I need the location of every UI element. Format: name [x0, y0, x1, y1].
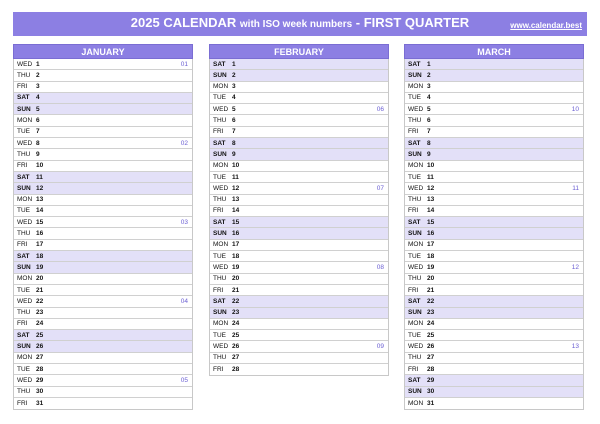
- day-number: 27: [36, 354, 44, 362]
- day-row: [14, 364, 192, 375]
- day-number: 30: [36, 388, 44, 396]
- day-number: 29: [36, 376, 44, 384]
- day-row: [14, 161, 192, 172]
- day-number: 26: [232, 343, 240, 351]
- weekday-label: FRI: [17, 162, 28, 170]
- weekday-label: MON: [213, 162, 229, 170]
- day-row: [14, 82, 192, 93]
- month-february: [209, 44, 389, 376]
- day-number: 31: [427, 399, 435, 407]
- weekday-label: FRI: [213, 365, 224, 373]
- weekday-label: WED: [408, 184, 424, 192]
- day-number: 16: [427, 230, 435, 238]
- weekday-label: SUN: [213, 309, 227, 317]
- day-number: 22: [36, 297, 44, 305]
- day-row: [210, 183, 388, 194]
- weekday-label: SAT: [17, 331, 30, 339]
- day-row: [210, 59, 388, 70]
- day-row: [14, 217, 192, 228]
- weekday-label: MON: [408, 83, 424, 91]
- day-number: 28: [232, 365, 240, 373]
- day-row: [14, 387, 192, 398]
- day-number: 23: [232, 309, 240, 317]
- weekday-label: MON: [408, 320, 424, 328]
- weekday-label: SUN: [408, 71, 422, 79]
- weekday-label: SUN: [408, 309, 422, 317]
- day-number: 17: [232, 241, 240, 249]
- day-row: [405, 330, 583, 341]
- day-number: 2: [36, 71, 40, 79]
- month-march: [404, 44, 584, 410]
- day-number: 21: [232, 286, 240, 294]
- day-number: 16: [36, 230, 44, 238]
- weekday-label: THU: [17, 150, 31, 158]
- weekday-label: MON: [17, 354, 33, 362]
- weekday-label: FRI: [408, 286, 419, 294]
- weekday-label: SUN: [408, 230, 422, 238]
- day-number: 23: [36, 309, 44, 317]
- day-row: [405, 206, 583, 217]
- day-row: [14, 296, 192, 307]
- day-number: 27: [232, 354, 240, 362]
- weekday-label: FRI: [17, 320, 28, 328]
- weekday-label: SUN: [213, 71, 227, 79]
- day-row: [405, 398, 583, 409]
- weekday-label: WED: [17, 60, 33, 68]
- title-subtitle: with ISO week numbers: [239, 19, 353, 30]
- day-number: 11: [232, 173, 239, 181]
- weekday-label: FRI: [213, 128, 224, 136]
- weekday-label: SUN: [17, 105, 31, 113]
- month-january: [13, 44, 193, 410]
- weekday-label: MON: [17, 117, 33, 125]
- weekday-label: FRI: [408, 128, 419, 136]
- day-number: 1: [232, 60, 236, 68]
- weekday-label: MON: [213, 241, 229, 249]
- day-row: [14, 206, 192, 217]
- weekday-label: THU: [408, 354, 422, 362]
- day-number: 6: [36, 117, 40, 125]
- day-number: 9: [36, 150, 40, 158]
- day-row: [210, 285, 388, 296]
- day-row: [14, 228, 192, 239]
- day-number: 9: [427, 150, 431, 158]
- day-number: 24: [427, 320, 435, 328]
- day-number: 22: [232, 297, 240, 305]
- day-number: 20: [36, 275, 44, 283]
- weekday-label: MON: [408, 241, 424, 249]
- day-number: 1: [427, 60, 431, 68]
- day-row: [14, 353, 192, 364]
- weekday-label: MON: [213, 83, 229, 91]
- weekday-label: TUE: [213, 94, 226, 102]
- day-number: 20: [232, 275, 240, 283]
- weekday-label: SAT: [213, 139, 226, 147]
- weekday-label: WED: [408, 105, 424, 113]
- day-number: 24: [36, 320, 44, 328]
- day-number: 12: [427, 184, 435, 192]
- day-number: 18: [36, 252, 44, 260]
- week-number: 03: [180, 218, 188, 226]
- day-row: [210, 172, 388, 183]
- day-number: 12: [232, 184, 240, 192]
- weekday-label: TUE: [17, 365, 30, 373]
- page-title: [13, 15, 587, 30]
- day-number: 14: [232, 207, 240, 215]
- day-number: 4: [232, 94, 236, 102]
- day-number: 18: [232, 252, 240, 260]
- weekday-label: SAT: [17, 94, 30, 102]
- day-row: [210, 115, 388, 126]
- day-row: [210, 319, 388, 330]
- day-row: [14, 183, 192, 194]
- weekday-label: THU: [213, 354, 227, 362]
- weekday-label: SAT: [408, 376, 421, 384]
- weekday-label: FRI: [213, 286, 224, 294]
- weekday-label: SAT: [408, 218, 421, 226]
- day-row: [405, 138, 583, 149]
- day-row: [405, 115, 583, 126]
- weekday-label: WED: [213, 263, 229, 271]
- day-row: [14, 127, 192, 138]
- day-row: [14, 115, 192, 126]
- weekday-label: TUE: [408, 173, 421, 181]
- day-row: [405, 285, 583, 296]
- weekday-label: WED: [17, 376, 33, 384]
- week-number: 04: [180, 297, 188, 305]
- day-row: [210, 82, 388, 93]
- day-row: [405, 319, 583, 330]
- day-row: [405, 262, 583, 273]
- day-row: [405, 104, 583, 115]
- weekday-label: SUN: [213, 150, 227, 158]
- weekday-label: SAT: [408, 139, 421, 147]
- day-row: [14, 262, 192, 273]
- day-row: [14, 308, 192, 319]
- day-row: [210, 274, 388, 285]
- website-link[interactable]: www.calendar.best: [510, 21, 582, 30]
- weekday-label: SUN: [408, 388, 422, 396]
- weekday-label: FRI: [213, 207, 224, 215]
- weekday-label: MON: [213, 320, 229, 328]
- day-row: [14, 70, 192, 81]
- day-number: 13: [427, 196, 435, 204]
- day-number: 15: [427, 218, 435, 226]
- day-number: 13: [36, 196, 44, 204]
- day-row: [405, 195, 583, 206]
- weekday-label: MON: [408, 399, 424, 407]
- day-number: 10: [232, 162, 240, 170]
- day-row: [210, 251, 388, 262]
- weekday-label: TUE: [408, 94, 421, 102]
- day-row: [405, 375, 583, 386]
- week-number: 06: [376, 105, 384, 113]
- weekday-label: MON: [408, 162, 424, 170]
- month-header: FEBRUARY: [209, 44, 389, 59]
- day-number: 11: [427, 173, 434, 181]
- header-banner: [13, 12, 587, 36]
- day-row: [14, 319, 192, 330]
- day-number: 15: [36, 218, 44, 226]
- day-row: [14, 149, 192, 160]
- day-number: 31: [36, 399, 44, 407]
- day-row: [210, 308, 388, 319]
- day-row: [405, 251, 583, 262]
- day-number: 21: [427, 286, 435, 294]
- weekday-label: TUE: [408, 331, 421, 339]
- day-number: 3: [36, 83, 40, 91]
- day-number: 3: [427, 83, 431, 91]
- day-row: [14, 330, 192, 341]
- day-list: [209, 59, 389, 376]
- weekday-label: THU: [408, 196, 422, 204]
- day-row: [405, 127, 583, 138]
- weekday-label: WED: [408, 343, 424, 351]
- day-row: [405, 308, 583, 319]
- day-number: 25: [232, 331, 240, 339]
- day-row: [405, 240, 583, 251]
- day-number: 4: [427, 94, 431, 102]
- day-number: 23: [427, 309, 435, 317]
- day-row: [14, 398, 192, 409]
- day-row: [14, 195, 192, 206]
- day-number: 8: [36, 139, 40, 147]
- weekday-label: TUE: [213, 331, 226, 339]
- day-row: [14, 138, 192, 149]
- day-number: 14: [427, 207, 435, 215]
- day-row: [14, 59, 192, 70]
- day-row: [405, 59, 583, 70]
- day-number: 10: [36, 162, 44, 170]
- weekday-label: SAT: [213, 60, 226, 68]
- day-number: 7: [36, 128, 40, 136]
- weekday-label: THU: [408, 275, 422, 283]
- day-row: [210, 149, 388, 160]
- day-number: 30: [427, 388, 435, 396]
- day-row: [14, 274, 192, 285]
- weekday-label: WED: [213, 184, 229, 192]
- month-header: MARCH: [404, 44, 584, 59]
- day-row: [405, 93, 583, 104]
- day-row: [14, 251, 192, 262]
- week-number: 07: [376, 184, 384, 192]
- weekday-label: WED: [17, 139, 33, 147]
- week-number: 12: [571, 263, 579, 271]
- day-row: [210, 161, 388, 172]
- day-row: [210, 364, 388, 375]
- day-row: [210, 296, 388, 307]
- day-row: [14, 341, 192, 352]
- day-row: [14, 240, 192, 251]
- day-row: [405, 353, 583, 364]
- week-number: 11: [572, 184, 579, 192]
- week-number: 09: [376, 343, 384, 351]
- weekday-label: THU: [17, 230, 31, 238]
- day-number: 14: [36, 207, 44, 215]
- weekday-label: WED: [17, 218, 33, 226]
- weekday-label: SAT: [213, 218, 226, 226]
- day-number: 25: [36, 331, 44, 339]
- day-number: 17: [427, 241, 435, 249]
- weekday-label: TUE: [17, 207, 30, 215]
- day-row: [405, 274, 583, 285]
- day-number: 15: [232, 218, 240, 226]
- month-header: JANUARY: [13, 44, 193, 59]
- weekday-label: SAT: [408, 60, 421, 68]
- day-list: [404, 59, 584, 410]
- weekday-label: TUE: [213, 173, 226, 181]
- day-row: [14, 93, 192, 104]
- day-row: [405, 82, 583, 93]
- day-row: [405, 161, 583, 172]
- weekday-label: SAT: [17, 252, 30, 260]
- day-row: [14, 104, 192, 115]
- day-row: [210, 206, 388, 217]
- day-number: 22: [427, 297, 435, 305]
- day-number: 10: [427, 162, 435, 170]
- weekday-label: THU: [213, 117, 227, 125]
- weekday-label: SUN: [213, 230, 227, 238]
- week-number: 02: [180, 139, 188, 147]
- weekday-label: SUN: [17, 263, 31, 271]
- weekday-label: THU: [17, 71, 31, 79]
- day-row: [210, 195, 388, 206]
- day-row: [405, 70, 583, 81]
- day-number: 21: [36, 286, 44, 294]
- weekday-label: WED: [408, 263, 424, 271]
- day-number: 8: [232, 139, 236, 147]
- day-row: [210, 353, 388, 364]
- day-row: [210, 104, 388, 115]
- weekday-label: SUN: [17, 184, 31, 192]
- day-row: [405, 149, 583, 160]
- weekday-label: THU: [213, 196, 227, 204]
- day-number: 16: [232, 230, 240, 238]
- day-number: 18: [427, 252, 435, 260]
- weekday-label: WED: [17, 297, 33, 305]
- day-number: 7: [232, 128, 236, 136]
- title-main: 2025 CALENDAR: [130, 15, 237, 30]
- day-row: [210, 138, 388, 149]
- day-row: [210, 341, 388, 352]
- day-row: [405, 387, 583, 398]
- day-number: 26: [36, 343, 44, 351]
- weekday-label: TUE: [17, 128, 30, 136]
- day-number: 7: [427, 128, 431, 136]
- day-row: [210, 240, 388, 251]
- day-row: [405, 217, 583, 228]
- weekday-label: SAT: [213, 297, 226, 305]
- day-row: [405, 341, 583, 352]
- weekday-label: WED: [213, 105, 229, 113]
- weekday-label: TUE: [213, 252, 226, 260]
- day-row: [210, 70, 388, 81]
- day-row: [405, 183, 583, 194]
- day-number: 28: [427, 365, 435, 373]
- day-number: 6: [232, 117, 236, 125]
- day-number: 19: [427, 263, 435, 271]
- day-number: 27: [427, 354, 435, 362]
- day-row: [14, 172, 192, 183]
- day-row: [210, 93, 388, 104]
- week-number: 13: [571, 343, 579, 351]
- day-number: 17: [36, 241, 44, 249]
- day-number: 3: [232, 83, 236, 91]
- weekday-label: FRI: [408, 207, 419, 215]
- day-number: 13: [232, 196, 240, 204]
- title-quarter: - FIRST QUARTER: [355, 15, 470, 30]
- weekday-label: MON: [17, 196, 33, 204]
- day-number: 4: [36, 94, 40, 102]
- weekday-label: SUN: [17, 343, 31, 351]
- week-number: 08: [376, 263, 384, 271]
- day-number: 5: [427, 105, 431, 113]
- week-number: 05: [180, 376, 188, 384]
- day-list: [13, 59, 193, 410]
- weekday-label: THU: [17, 388, 31, 396]
- day-number: 24: [232, 320, 240, 328]
- day-number: 9: [232, 150, 236, 158]
- day-row: [210, 330, 388, 341]
- weekday-label: MON: [17, 275, 33, 283]
- day-number: 5: [36, 105, 40, 113]
- weekday-label: SUN: [408, 150, 422, 158]
- weekday-label: THU: [17, 309, 31, 317]
- day-number: 8: [427, 139, 431, 147]
- day-row: [14, 285, 192, 296]
- day-row: [210, 217, 388, 228]
- weekday-label: THU: [213, 275, 227, 283]
- weekday-label: TUE: [17, 286, 30, 294]
- day-row: [405, 228, 583, 239]
- day-row: [405, 296, 583, 307]
- weekday-label: THU: [408, 117, 422, 125]
- day-number: 19: [36, 263, 44, 271]
- weekday-label: SAT: [408, 297, 421, 305]
- weekday-label: FRI: [17, 399, 28, 407]
- weekday-label: FRI: [17, 83, 28, 91]
- day-number: 25: [427, 331, 435, 339]
- day-row: [210, 228, 388, 239]
- day-number: 6: [427, 117, 431, 125]
- day-number: 2: [232, 71, 236, 79]
- day-row: [210, 262, 388, 273]
- day-number: 19: [232, 263, 240, 271]
- week-number: 01: [180, 60, 188, 68]
- weekday-label: SAT: [17, 173, 30, 181]
- day-row: [210, 127, 388, 138]
- day-number: 2: [427, 71, 431, 79]
- weekday-label: TUE: [408, 252, 421, 260]
- day-number: 1: [36, 60, 40, 68]
- weekday-label: FRI: [17, 241, 28, 249]
- week-number: 10: [571, 105, 579, 113]
- day-number: 28: [36, 365, 44, 373]
- weekday-label: FRI: [408, 365, 419, 373]
- day-number: 11: [36, 173, 43, 181]
- day-row: [405, 172, 583, 183]
- day-number: 12: [36, 184, 44, 192]
- day-number: 20: [427, 275, 435, 283]
- day-row: [405, 364, 583, 375]
- weekday-label: WED: [213, 343, 229, 351]
- day-row: [14, 375, 192, 386]
- day-number: 29: [427, 376, 435, 384]
- day-number: 5: [232, 105, 236, 113]
- day-number: 26: [427, 343, 435, 351]
